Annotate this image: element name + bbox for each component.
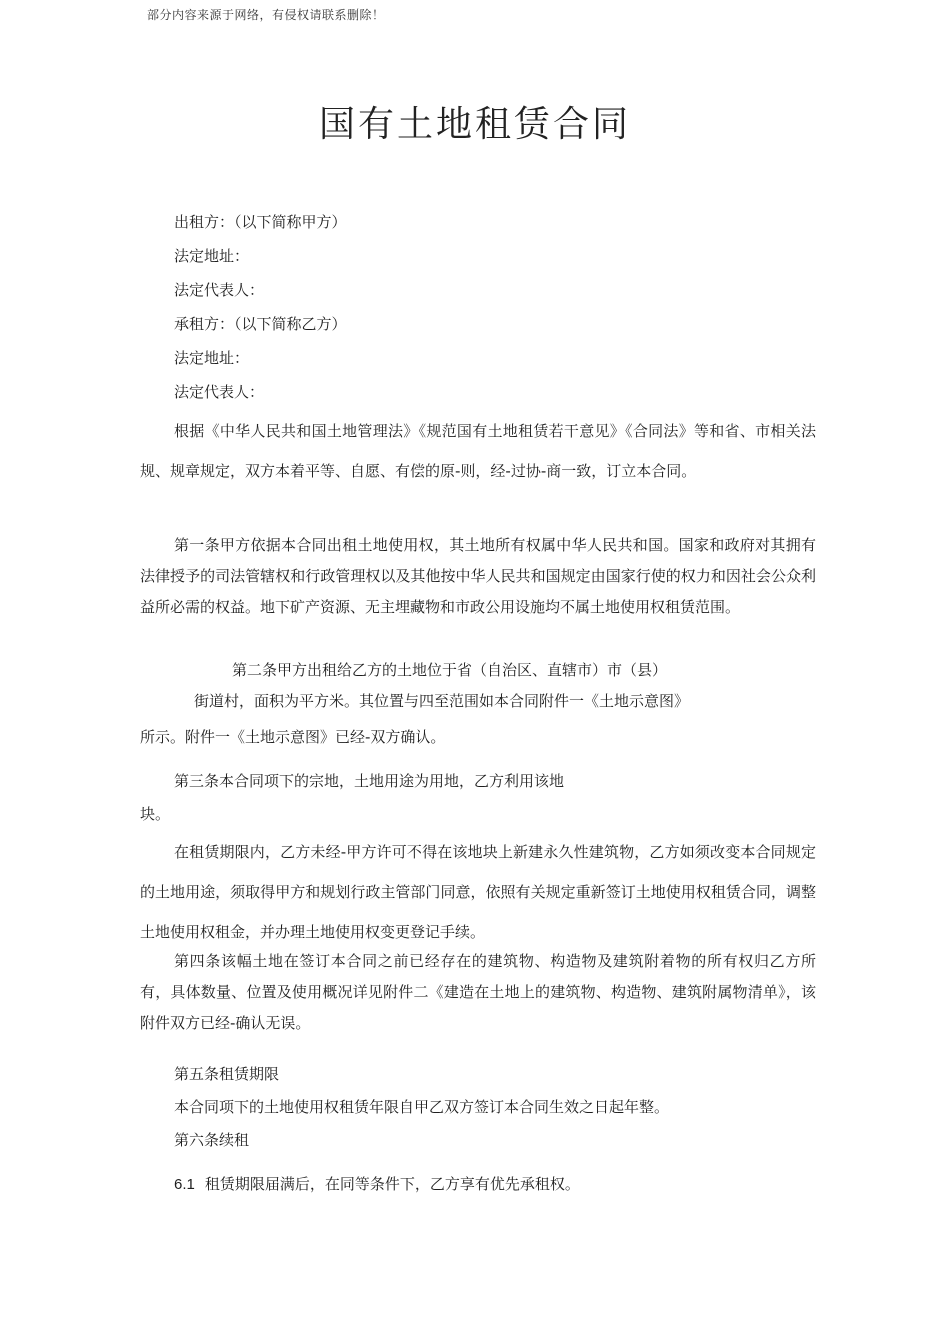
article1-paragraph	[140, 530, 816, 623]
article5-heading: 第五条租赁期限	[174, 1065, 280, 1083]
article3-line1: 第三条本合同项下的宗地，土地用途为用地，乙方利用该地	[174, 772, 565, 790]
article6-heading: 第六条续租	[174, 1131, 250, 1149]
header-note: 部分内容来源于网络，有侵权请联系删除！	[147, 8, 385, 22]
lessor-address-line: 法定地址：	[174, 247, 250, 265]
lessee-line: 承租方：（以下简称乙方）	[174, 315, 347, 333]
article6-item	[174, 1174, 580, 1195]
article2-line2: 街道村，面积为平方米。其位置与四至范围如本合同附件一《土地示意图》	[194, 692, 690, 710]
preamble-paragraph	[140, 411, 816, 491]
lessee-address-line: 法定地址：	[174, 349, 250, 367]
article2-line3: 所示。附件一《土地示意图》已经-双方确认。	[140, 728, 446, 746]
article3-line2: 块。	[140, 805, 171, 823]
article5-text: 本合同项下的土地使用权租赁年限自甲乙双方签订本合同生效之日起年整。	[174, 1098, 670, 1116]
lessor-rep-line: 法定代表人：	[174, 281, 265, 299]
lessor-line: 出租方：（以下简称甲方）	[174, 213, 347, 231]
article2-line1: 第二条甲方出租给乙方的土地位于省（自治区、直辖市）市（县）	[232, 661, 668, 679]
article3-detail-text: 在租赁期限内，乙方未经-甲方许可不得在该地块上新建永久性建筑物，乙方如须改变本合同规定的土地用途，须取得甲方和规划行政主管部门同意，依照有关规定重新签订土地使用权租赁合同，调整土地使用权租金，并办理土地使用权变更登记手续。	[140, 843, 816, 941]
article3-detail-paragraph	[140, 832, 816, 952]
article4-text: 第四条该幅土地在签订本合同之前已经存在的建筑物、构造物及建筑附着物的所有权归乙方所有，具体数量、位置及使用概况详见附件二《建造在土地上的建筑物、构造物、建筑附属物清单》，该附件双方已经-确认无误。	[140, 952, 816, 1032]
article6-item-text: 租赁期限届满后，在同等条件下，乙方享有优先承租权。	[204, 1175, 580, 1193]
article1-text: 第一条甲方依据本合同出租土地使用权，其土地所有权属中华人民共和国。国家和政府对其拥有法律授予的司法管辖权和行政管理权以及其他按中华人民共和国规定由国家行使的权力和因社会公众利益所必需的权益。地下矿产资源、无主埋藏物和市政公用设施均不属土地使用权租赁范围。	[140, 536, 816, 616]
article4-paragraph	[140, 946, 816, 1039]
document-title: 国有土地租赁合同	[318, 104, 631, 145]
lessee-rep-line: 法定代表人：	[174, 383, 265, 401]
preamble-text: 根据《中华人民共和国土地管理法》《规范国有土地租赁若干意见》《合同法》等和省、市相关法规、规章规定，双方本着平等、自愿、有偿的原-则，经-过协-商一致，订立本合同。	[140, 422, 816, 480]
article6-item-number: 6.1	[174, 1176, 195, 1193]
